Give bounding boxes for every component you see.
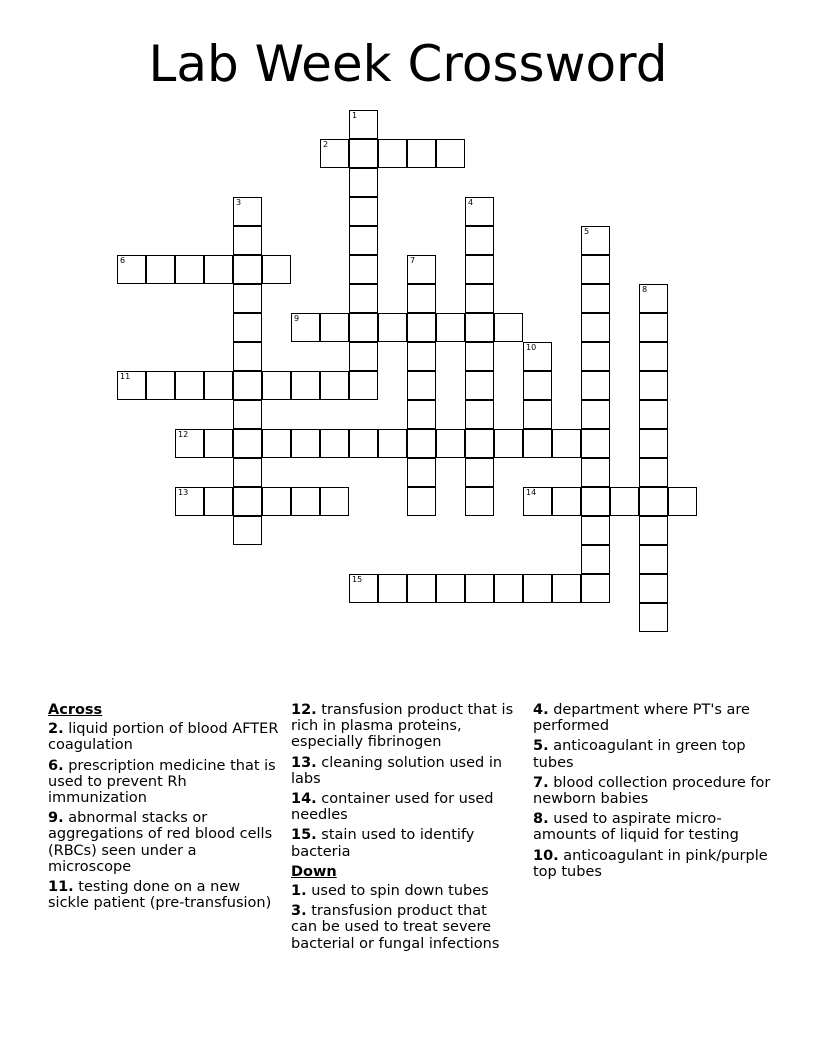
grid-cell[interactable] [378,574,407,603]
grid-cell[interactable] [581,458,610,487]
clue-number: 11 [120,372,131,381]
grid-cell[interactable] [552,574,581,603]
clue-number: 14 [526,488,537,497]
grid-cell[interactable] [378,139,407,168]
clue-down-8: 8. used to aspirate micro-amounts of liquid for testing [533,811,739,844]
grid-cell[interactable] [639,458,668,487]
grid-cell[interactable] [349,342,378,371]
grid-cell[interactable] [465,226,494,255]
grid-cell[interactable] [465,313,494,342]
grid-cell[interactable] [291,313,320,342]
grid-cell[interactable] [291,429,320,458]
grid-cell[interactable] [233,255,262,284]
grid-cell[interactable] [233,313,262,342]
grid-cell[interactable] [262,487,291,516]
grid-cell[interactable] [233,197,262,226]
grid-cell[interactable] [407,255,436,284]
grid-cell[interactable] [175,429,204,458]
grid-cell[interactable] [320,429,349,458]
grid-cell[interactable] [523,429,552,458]
grid-cell[interactable] [581,487,610,516]
grid-cell[interactable] [233,487,262,516]
grid-cell[interactable] [436,139,465,168]
grid-cell[interactable] [668,487,697,516]
grid-cell[interactable] [407,371,436,400]
grid-cell[interactable] [581,516,610,545]
grid-cell[interactable] [494,574,523,603]
grid-cell[interactable] [639,371,668,400]
grid-cell[interactable] [349,371,378,400]
grid-cell[interactable] [407,342,436,371]
grid-cell[interactable] [407,574,436,603]
grid-cell[interactable] [175,255,204,284]
grid-cell[interactable] [233,429,262,458]
grid-cell[interactable] [581,226,610,255]
grid-cell[interactable] [639,429,668,458]
grid-cell[interactable] [523,400,552,429]
clue-number: 6 [120,256,126,265]
grid-cell[interactable] [581,371,610,400]
clue-number: 2 [323,140,329,149]
grid-cell[interactable] [465,458,494,487]
grid-cell[interactable] [291,371,320,400]
grid-cell[interactable] [494,429,523,458]
grid-cell[interactable] [407,313,436,342]
grid-cell[interactable] [204,371,233,400]
clue-across-6: 6. prescription medicine that is used to prevent Rh immunization [48,757,276,807]
grid-cell[interactable] [349,110,378,139]
grid-cell[interactable] [465,371,494,400]
grid-cell[interactable] [291,487,320,516]
clue-number: 8 [642,285,648,294]
grid-cell[interactable] [639,574,668,603]
grid-cell[interactable] [581,255,610,284]
page-title: Lab Week Crossword [148,35,668,93]
grid-cell[interactable] [465,574,494,603]
clue-number: 12 [178,430,189,439]
clue-across-11: 11. testing done on a new sickle patient (pre-transfusion) [48,879,272,912]
grid-cell[interactable] [233,284,262,313]
clue-across-2: 2. liquid portion of blood AFTER coagulation [48,721,279,754]
grid-cell[interactable] [639,400,668,429]
clue-number: 3 [236,198,242,207]
grid-cell[interactable] [407,139,436,168]
clue-number: 10 [526,343,537,352]
grid-cell[interactable] [146,255,175,284]
down-heading: Down [291,863,337,880]
grid-cell[interactable] [349,168,378,197]
clue-down-3: 3. transfusion product that can be used to treat severe bacterial or fungal infections [291,903,500,952]
clue-number: 5 [584,227,590,236]
clue-across-9: 9. abnormal stacks or aggregations of red blood cells (RBCs) seen under a microscope [48,810,273,875]
grid-cell[interactable] [233,516,262,545]
grid-cell[interactable] [233,458,262,487]
grid-cell[interactable] [233,226,262,255]
grid-cell[interactable] [349,284,378,313]
clue-across-13: 13. cleaning solution used in labs [291,754,503,787]
grid-cell[interactable] [320,313,349,342]
grid-cell[interactable] [204,255,233,284]
clues-column-2 [291,702,516,956]
across-heading: Across [48,702,103,718]
clues-column-1 [48,702,283,915]
grid-cell[interactable] [407,284,436,313]
grid-cell[interactable] [639,516,668,545]
grid-cell[interactable] [436,313,465,342]
clue-down-4: 4. department where PT's are performed [533,702,750,735]
grid-cell[interactable] [465,255,494,284]
grid-cell[interactable] [349,255,378,284]
grid-cell[interactable] [465,197,494,226]
grid-cell[interactable] [320,371,349,400]
grid-cell[interactable] [262,371,291,400]
grid-cell[interactable] [349,313,378,342]
grid-cell[interactable] [581,284,610,313]
grid-cell[interactable] [639,342,668,371]
grid-cell[interactable] [639,545,668,574]
grid-cell[interactable] [552,487,581,516]
grid-cell[interactable] [523,487,552,516]
grid-cell[interactable] [407,429,436,458]
grid-cell[interactable] [117,255,146,284]
clue-number: 15 [352,575,363,584]
grid-cell[interactable] [639,603,668,632]
grid-cell[interactable] [639,284,668,313]
grid-cell[interactable] [581,574,610,603]
grid-cell[interactable] [175,487,204,516]
clue-number: 7 [410,256,416,265]
grid-cell[interactable] [523,574,552,603]
clue-down-5: 5. anticoagulant in green top tubes [533,738,746,771]
grid-cell[interactable] [146,371,175,400]
grid-cell[interactable] [407,458,436,487]
grid-cell[interactable] [581,342,610,371]
grid-cell[interactable] [378,313,407,342]
grid-cell[interactable] [581,545,610,574]
clue-down-7: 7. blood collection procedure for newborn babies [533,774,771,808]
grid-cell[interactable] [349,197,378,226]
grid-cell[interactable] [320,487,349,516]
grid-cell[interactable] [262,429,291,458]
grid-cell[interactable] [465,342,494,371]
clue-number: 4 [468,198,474,207]
grid-cell[interactable] [407,400,436,429]
grid-cell[interactable] [233,371,262,400]
grid-cell[interactable] [262,255,291,284]
grid-cell[interactable] [581,400,610,429]
grid-cell[interactable] [523,342,552,371]
grid-cell[interactable] [494,313,523,342]
grid-cell[interactable] [610,487,639,516]
grid-cell[interactable] [175,371,204,400]
grid-cell[interactable] [233,342,262,371]
grid-cell[interactable] [407,487,436,516]
grid-cell[interactable] [349,226,378,255]
grid-cell[interactable] [523,371,552,400]
clue-number: 1 [352,111,358,120]
grid-cell[interactable] [320,139,349,168]
grid-cell[interactable] [436,429,465,458]
clues-column-3 [533,702,778,884]
grid-cell[interactable] [233,400,262,429]
grid-cell[interactable] [465,284,494,313]
clue-number: 9 [294,314,300,323]
grid-cell[interactable] [639,487,668,516]
grid-cell[interactable] [378,429,407,458]
clue-down-1: 1. used to spin down tubes [291,883,489,900]
grid-cell[interactable] [436,574,465,603]
grid-cell[interactable] [349,429,378,458]
clue-down-10: 10. anticoagulant in pink/purple top tubes [533,847,768,880]
grid-cell[interactable] [465,487,494,516]
grid-cell[interactable] [465,429,494,458]
clue-number: 13 [178,488,189,497]
clue-across-15: 15. stain used to identify bacteria [291,827,475,860]
grid-cell[interactable] [581,429,610,458]
grid-cell[interactable] [552,429,581,458]
grid-cell[interactable] [581,313,610,342]
clue-across-12: 12. transfusion product that is rich in plasma proteins, especially fibrinogen [291,702,514,751]
grid-cell[interactable] [204,429,233,458]
clue-across-14: 14. container used for used needles [291,791,494,824]
grid-cell[interactable] [349,574,378,603]
grid-cell[interactable] [117,371,146,400]
grid-cell[interactable] [204,487,233,516]
grid-cell[interactable] [639,313,668,342]
grid-cell[interactable] [465,400,494,429]
grid-cell[interactable] [349,139,378,168]
